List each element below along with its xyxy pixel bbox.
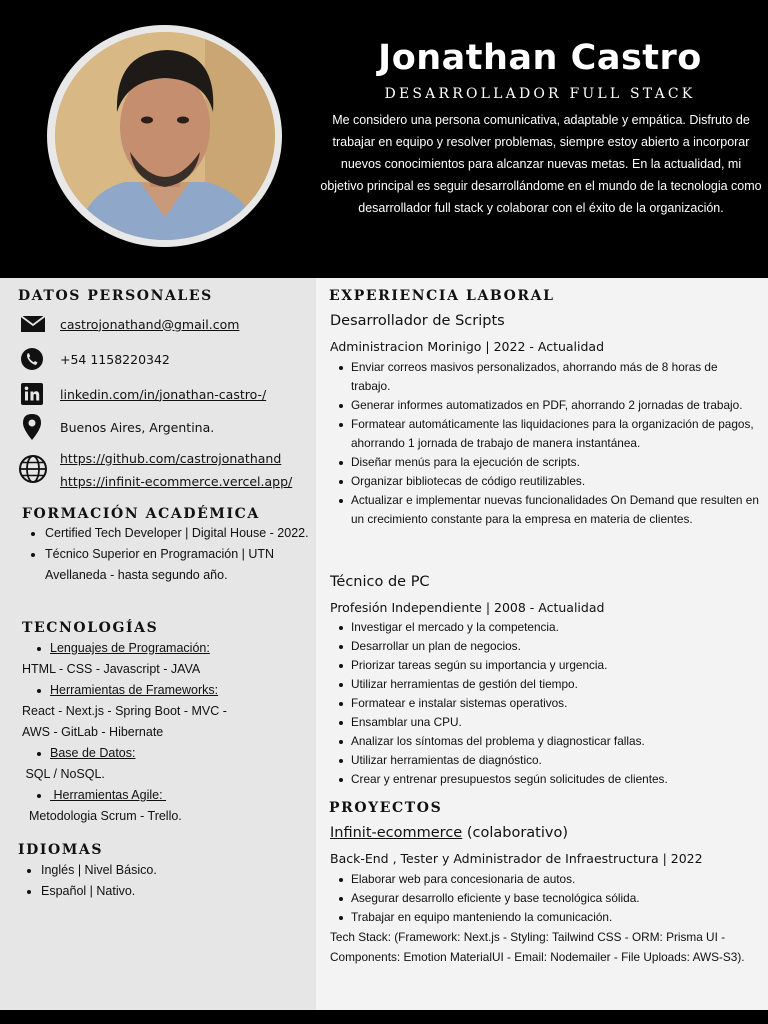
tech-group-label: Base de Datos: [28,746,135,760]
list-item: Utilizar herramientas de diagnóstico. [330,751,760,770]
contact-location [20,415,214,439]
phone-icon [20,347,48,371]
project-tag: (colaborativo) [462,825,568,841]
job-sub-1: Administracion Morinigo | 2022 - Actualidad [330,339,605,354]
tech-group-value: Metodologia Scrum - Trello. [22,809,182,823]
list-item: Organizar bibliotecas de código reutilizables. [330,472,760,491]
linkedin-icon [20,382,48,406]
project-list [330,870,760,927]
section-heading-experience: EXPERIENCIA LABORAL [329,288,555,304]
list-item: Desarrollar un plan de negocios. [330,637,760,656]
tech-group-label: Herramientas Agile: [28,788,166,802]
contact-linkedin[interactable] [20,382,266,406]
list-item: Investigar el mercado y la competencia. [330,618,760,637]
contact-phone [20,347,170,371]
list-item: Crear y entrenar presupuestos según solicitudes de clientes. [330,770,760,789]
tech-group-value: HTML - CSS - Javascript - JAVA [22,662,201,676]
list-item: Utilizar herramientas de gestión del tiempo. [330,675,760,694]
website-link[interactable]: https://infinit-ecommerce.vercel.app/ [60,474,293,489]
section-heading-languages: IDIOMAS [18,842,104,858]
section-heading-education: FORMACIÓN ACADÉMICA [22,506,260,522]
list-item: Enviar correos masivos personalizados, ahorrando más de 8 horas de trabajo. [330,358,760,396]
job-1-list [330,358,760,529]
list-item: Inglés | Nivel Básico. [18,860,308,881]
list-item: Técnico Superior en Programación | UTN Avellaneda - hasta segundo año. [22,544,310,586]
summary-text: Me considero una persona comunicativa, adaptable y empática. Disfruto de trabajar en equipo y resolver problemas, siempre estoy abierto a incorporar nuevos conocimientos para alcanzar nuevas metas. En la actualidad, mi objetivo principal es seguir desarrollándome en el mundo de la tecnologia como desarrollador full stack y colaborar con el éxito de la organización. [320,113,762,215]
tech-group-value: SQL / NoSQL. [22,767,105,781]
list-item: Formatear e instalar sistemas operativos. [330,694,760,713]
list-item: Trabajar en equipo manteniendo la comunicación. [330,908,760,927]
list-item: Priorizar tareas según su importancia y urgencia. [330,656,760,675]
tech-stack-text: Tech Stack: (Framework: Next.js - Styling: Tailwind CSS - ORM: Prisma UI - Components: Emotion MaterialUI - Email: Nodemailer - File Uploads: AWS-S3). [330,930,745,964]
mail-icon [20,312,48,336]
tech-group-label: Herramientas de Frameworks: [28,683,218,697]
email-link[interactable]: castrojonathand@gmail.com [60,316,240,332]
globe-icon [18,454,48,484]
list-item: Ensamblar una CPU. [330,713,760,732]
name-heading: Jonathan Castro [378,38,702,78]
linkedin-link[interactable]: linkedin.com/in/jonathan-castro-/ [60,386,267,402]
section-heading-projects: PROYECTOS [329,800,443,816]
location-text: Buenos Aires, Argentina. [60,419,215,435]
education-list [22,523,310,586]
project-name-link[interactable]: Infinit-ecommerce [330,825,463,841]
job-sub-2: Profesión Independiente | 2008 - Actualidad [330,600,605,615]
list-item: Analizar los síntomas del problema y diagnosticar fallas. [330,732,760,751]
languages-list [18,860,308,902]
section-heading-tech: TECNOLOGÍAS [22,620,159,636]
project-sub: Back-End , Tester y Administrador de Infraestructura | 2022 [330,851,703,866]
location-pin-icon [20,415,48,439]
list-item: Certified Tech Developer | Digital House - 2022. [22,523,310,544]
job-title-1: Desarrollador de Scripts [330,313,505,329]
list-item: Actualizar e implementar nuevas funcionalidades On Demand que resulten en un crecimiento constante para la empresa en materia de clientes. [330,491,760,529]
list-item: Español | Nativo. [18,881,308,902]
phone-text: +54 1158220342 [60,351,170,367]
tech-group-value: React - Next.js - Spring Boot - MVC - AWS - GitLab - Hibernate [22,704,227,739]
github-link[interactable]: https://github.com/castrojonathand [60,451,282,466]
list-item: Formatear automáticamente las liquidaciones para la organización de pagos, ahorrando 1 jornada de trabajo de manera instantánea. [330,415,760,453]
contact-email[interactable] [20,312,239,336]
job-title: DESARROLLADOR FULL STACK [384,86,696,102]
list-item: Generar informes automatizados en PDF, ahorrando 2 jornadas de trabajo. [330,396,760,415]
list-item: Diseñar menús para la ejecución de scripts. [330,453,760,472]
list-item: Asegurar desarrollo eficiente y base tecnológica sólida. [330,889,760,908]
tech-group-label: Lenguajes de Programación: [28,641,210,655]
list-item: Elaborar web para concesionaria de autos. [330,870,760,889]
profile-photo [55,32,275,240]
section-heading-personal: DATOS PERSONALES [18,288,213,304]
job-title-2: Técnico de PC [330,574,430,590]
project-title [330,825,568,841]
job-2-list [330,618,760,789]
